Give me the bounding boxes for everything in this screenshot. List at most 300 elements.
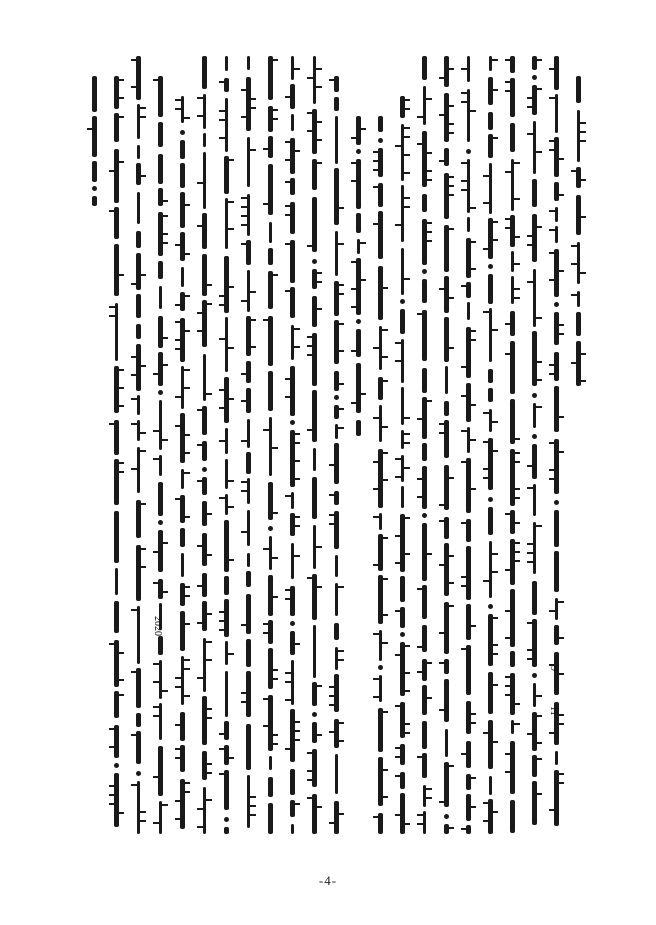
word-stroke — [269, 536, 272, 570]
letter-stroke — [439, 77, 448, 79]
letter-stroke — [131, 734, 140, 736]
letter-stroke — [225, 653, 234, 655]
word-stroke — [115, 303, 118, 361]
word-stroke — [422, 443, 427, 461]
letter-stroke — [285, 598, 294, 600]
word-stroke — [158, 352, 163, 386]
letter-stroke — [159, 200, 168, 202]
letter-stroke — [285, 396, 294, 398]
word-stroke — [510, 651, 515, 667]
letter-stroke — [291, 643, 300, 645]
word-stroke — [554, 625, 559, 645]
letter-stroke — [115, 679, 124, 681]
word-stroke — [466, 645, 471, 695]
letter-stroke — [417, 313, 426, 315]
letter-stroke — [131, 671, 140, 673]
letter-stroke — [489, 811, 498, 813]
letter-stroke — [357, 128, 366, 130]
word-stroke — [510, 800, 515, 833]
word-stroke — [202, 533, 207, 566]
letter-stroke — [109, 794, 118, 796]
letter-stroke — [549, 469, 558, 471]
word-stroke — [92, 76, 97, 112]
letter-stroke — [219, 748, 228, 750]
word-stroke — [554, 312, 559, 345]
letter-stroke — [291, 460, 300, 462]
letter-stroke — [527, 465, 536, 467]
word-stroke — [510, 341, 515, 394]
letter-stroke — [115, 694, 124, 696]
text-column-body — [572, 56, 586, 836]
letter-stroke — [461, 395, 470, 397]
word-stroke — [422, 310, 427, 361]
letter-stroke — [269, 557, 278, 559]
letter-stroke — [241, 692, 250, 694]
letter-stroke — [307, 429, 316, 431]
word-stroke — [247, 56, 250, 70]
word-stroke — [268, 271, 273, 309]
word-stroke — [114, 773, 119, 827]
word-stroke — [202, 696, 207, 745]
letter-stroke — [373, 347, 382, 349]
word-stroke — [114, 511, 119, 563]
letter-stroke — [423, 222, 432, 224]
word-stroke — [466, 458, 471, 513]
letter-stroke — [445, 132, 454, 134]
word-stroke — [224, 721, 229, 740]
letter-stroke — [203, 799, 212, 801]
word-stroke — [137, 104, 140, 139]
word-stroke — [334, 623, 339, 640]
word-stroke — [422, 368, 427, 393]
word-stroke — [246, 639, 251, 667]
letter-stroke — [527, 97, 536, 99]
letter-stroke — [467, 404, 476, 406]
word-stroke — [554, 386, 559, 432]
letter-stroke — [511, 162, 520, 164]
letter-stroke — [197, 808, 206, 810]
letter-stroke — [137, 432, 146, 434]
letter-stroke — [329, 523, 338, 525]
word-stroke — [444, 225, 449, 272]
punctuation-mark — [532, 393, 537, 398]
letter-stroke — [241, 701, 250, 703]
letter-stroke — [269, 274, 278, 276]
letter-stroke — [401, 127, 410, 129]
letter-stroke — [307, 336, 316, 338]
letter-stroke — [401, 417, 410, 419]
word-stroke — [114, 420, 119, 455]
text-column-11 — [308, 56, 322, 836]
text-column-body — [330, 56, 344, 836]
word-stroke — [422, 466, 427, 509]
letter-stroke — [467, 241, 476, 243]
letter-stroke — [219, 137, 228, 139]
letter-stroke — [549, 478, 558, 480]
letter-stroke — [291, 516, 300, 518]
letter-stroke — [549, 442, 558, 444]
letter-stroke — [153, 681, 162, 683]
word-stroke — [202, 213, 207, 249]
letter-stroke — [483, 412, 492, 414]
letter-stroke — [153, 706, 162, 708]
letter-stroke — [285, 96, 294, 98]
letter-stroke — [549, 140, 558, 142]
punctuation-mark — [378, 138, 383, 143]
letter-stroke — [197, 826, 206, 828]
letter-stroke — [181, 387, 190, 389]
letter-stroke — [401, 136, 410, 138]
letter-stroke — [197, 182, 206, 184]
punctuation-mark — [444, 814, 449, 819]
letter-stroke — [401, 732, 410, 734]
text-column-16 — [418, 56, 432, 836]
word-stroke — [532, 331, 537, 386]
word-stroke — [444, 420, 449, 458]
letter-stroke — [285, 214, 294, 216]
letter-stroke — [505, 218, 514, 220]
letter-stroke — [395, 224, 404, 226]
letter-stroke — [219, 440, 228, 442]
word-stroke — [313, 448, 316, 471]
word-stroke — [137, 781, 140, 834]
text-column-4 — [154, 56, 168, 836]
word-stroke — [335, 555, 338, 577]
letter-stroke — [175, 99, 184, 101]
letter-stroke — [329, 695, 338, 697]
word-stroke — [246, 452, 251, 474]
punctuation-mark — [400, 299, 405, 304]
letter-stroke — [285, 141, 294, 143]
letter-stroke — [467, 439, 476, 441]
word-stroke — [180, 528, 185, 547]
word-stroke — [356, 420, 361, 436]
word-stroke — [356, 116, 361, 145]
letter-stroke — [505, 227, 514, 229]
letter-stroke — [511, 522, 520, 524]
letter-stroke — [373, 633, 382, 635]
word-stroke — [290, 709, 295, 762]
word-stroke — [137, 192, 140, 224]
letter-stroke — [395, 535, 404, 537]
letter-stroke — [131, 609, 140, 611]
word-stroke — [180, 192, 185, 228]
letter-stroke — [181, 369, 190, 371]
letter-stroke — [379, 642, 388, 644]
punctuation-mark — [532, 75, 537, 80]
letter-stroke — [401, 823, 410, 825]
letter-stroke — [401, 108, 410, 110]
letter-stroke — [329, 822, 338, 824]
word-stroke — [444, 543, 449, 596]
word-stroke — [313, 56, 316, 104]
letter-stroke — [489, 741, 498, 743]
word-stroke — [467, 89, 470, 142]
word-stroke — [246, 316, 251, 356]
letter-stroke — [511, 723, 520, 725]
letter-stroke — [511, 703, 520, 705]
letter-stroke — [137, 116, 146, 118]
word-stroke — [533, 121, 536, 174]
letter-stroke — [153, 551, 162, 553]
letter-stroke — [197, 409, 206, 411]
letter-stroke — [511, 488, 520, 490]
letter-stroke — [291, 68, 300, 70]
letter-stroke — [379, 711, 388, 713]
punctuation-mark — [400, 632, 405, 637]
letter-stroke — [153, 715, 162, 717]
letter-stroke — [329, 79, 338, 81]
letter-stroke — [109, 315, 118, 317]
letter-stroke — [291, 721, 300, 723]
letter-stroke — [307, 797, 316, 799]
word-stroke — [136, 500, 141, 538]
letter-stroke — [335, 383, 344, 385]
word-stroke — [246, 671, 251, 717]
letter-stroke — [247, 98, 256, 100]
word-stroke — [180, 232, 185, 261]
letter-stroke — [269, 743, 278, 745]
word-stroke — [466, 383, 471, 422]
letter-stroke — [571, 170, 580, 172]
letter-stroke — [109, 170, 118, 172]
punctuation-mark — [554, 500, 559, 505]
letter-stroke — [379, 329, 388, 331]
letter-stroke — [219, 773, 228, 775]
letter-stroke — [285, 748, 294, 750]
letter-stroke — [483, 477, 492, 479]
word-stroke — [268, 136, 273, 158]
text-column-body — [88, 56, 102, 836]
word-stroke — [511, 159, 514, 211]
letter-stroke — [417, 823, 426, 825]
letter-stroke — [401, 645, 410, 647]
letter-stroke — [401, 690, 410, 692]
word-stroke — [312, 296, 317, 327]
letter-stroke — [307, 770, 316, 772]
letter-stroke — [291, 555, 300, 557]
letter-stroke — [571, 245, 580, 247]
letter-stroke — [445, 105, 454, 107]
word-stroke — [312, 574, 317, 620]
letter-stroke — [577, 216, 586, 218]
letter-stroke — [395, 342, 404, 344]
letter-stroke — [131, 86, 140, 88]
letter-stroke — [329, 731, 338, 733]
word-stroke — [423, 86, 426, 125]
letter-stroke — [291, 730, 300, 732]
letter-stroke — [461, 576, 470, 578]
letter-stroke — [439, 709, 448, 711]
letter-stroke — [467, 713, 476, 715]
letter-stroke — [505, 637, 514, 639]
letter-stroke — [291, 442, 300, 444]
word-stroke — [422, 219, 427, 265]
letter-stroke — [549, 364, 558, 366]
letter-stroke — [307, 752, 316, 754]
letter-stroke — [351, 162, 360, 164]
text-column-13 — [352, 56, 366, 836]
word-stroke — [532, 444, 537, 479]
word-stroke — [334, 674, 339, 712]
word-stroke — [554, 182, 559, 201]
letter-stroke — [181, 117, 190, 119]
inline-number: 2020 — [152, 616, 163, 636]
word-stroke — [136, 713, 141, 727]
letter-stroke — [527, 487, 536, 489]
letter-stroke — [137, 566, 146, 568]
letter-stroke — [489, 684, 498, 686]
letter-stroke — [197, 585, 206, 587]
letter-stroke — [159, 337, 168, 339]
letter-stroke — [533, 361, 542, 363]
letter-stroke — [549, 252, 558, 254]
word-stroke — [489, 163, 492, 214]
word-stroke — [379, 405, 382, 442]
letter-stroke — [203, 613, 212, 615]
letter-stroke — [269, 512, 278, 514]
letter-stroke — [241, 116, 250, 118]
letter-stroke — [527, 552, 536, 554]
letter-stroke — [269, 447, 278, 449]
letter-stroke — [313, 308, 322, 310]
punctuation-mark — [158, 390, 163, 395]
word-stroke — [114, 149, 119, 203]
letter-stroke — [395, 458, 404, 460]
letter-stroke — [131, 283, 140, 285]
word-stroke — [312, 749, 317, 787]
letter-stroke — [527, 649, 536, 651]
letter-stroke — [577, 380, 586, 382]
word-stroke — [401, 185, 404, 242]
text-column-21 — [528, 56, 542, 836]
letter-stroke — [335, 207, 344, 209]
letter-stroke — [307, 354, 316, 356]
letter-stroke — [197, 545, 206, 547]
word-stroke — [181, 553, 184, 577]
word-stroke — [202, 254, 207, 296]
letter-stroke — [329, 494, 338, 496]
letter-stroke — [181, 434, 190, 436]
letter-stroke — [511, 551, 520, 553]
letter-stroke — [285, 205, 294, 207]
letter-stroke — [241, 300, 250, 302]
letter-stroke — [307, 345, 316, 347]
word-stroke — [225, 56, 228, 71]
letter-stroke — [285, 378, 294, 380]
word-stroke — [224, 599, 229, 637]
letter-stroke — [483, 248, 492, 250]
letter-stroke — [511, 452, 520, 454]
word-stroke — [488, 799, 493, 834]
letter-stroke — [401, 723, 410, 725]
letter-stroke — [401, 278, 410, 280]
letter-stroke — [197, 330, 206, 332]
letter-stroke — [533, 317, 542, 319]
word-stroke — [488, 614, 493, 666]
letter-stroke — [131, 59, 140, 61]
letter-stroke — [533, 715, 542, 717]
letter-stroke — [395, 654, 404, 656]
word-stroke — [466, 701, 471, 734]
letter-stroke — [401, 442, 410, 444]
letter-stroke — [395, 145, 404, 147]
letter-stroke — [549, 373, 558, 375]
word-stroke — [268, 777, 273, 797]
letter-stroke — [203, 763, 212, 765]
word-stroke — [489, 776, 492, 795]
text-column-body — [286, 56, 300, 836]
word-stroke — [489, 308, 492, 362]
text-column-body — [264, 56, 278, 836]
letter-stroke — [445, 477, 454, 479]
punctuation-mark — [488, 604, 493, 609]
letter-stroke — [225, 506, 234, 508]
letter-stroke — [153, 776, 162, 778]
letter-stroke — [555, 673, 564, 675]
word-stroke — [488, 507, 493, 535]
word-stroke — [159, 400, 162, 450]
letter-stroke — [549, 229, 558, 231]
letter-stroke — [241, 531, 250, 533]
letter-stroke — [489, 329, 498, 331]
letter-stroke — [115, 471, 124, 473]
word-stroke — [92, 161, 97, 182]
word-stroke — [532, 781, 537, 825]
word-stroke — [335, 754, 338, 794]
punctuation-mark — [158, 520, 163, 525]
letter-stroke — [483, 311, 492, 313]
letter-stroke — [313, 139, 322, 141]
letter-stroke — [439, 662, 448, 664]
letter-stroke — [461, 180, 470, 182]
letter-stroke — [505, 513, 514, 515]
word-stroke — [401, 387, 404, 425]
letter-stroke — [203, 641, 212, 643]
letter-stroke — [577, 140, 586, 142]
word-stroke — [247, 775, 250, 828]
letter-stroke — [203, 284, 212, 286]
text-column-body — [462, 56, 476, 836]
letter-stroke — [505, 171, 514, 173]
letter-stroke — [505, 353, 514, 355]
letter-stroke — [225, 559, 234, 561]
letter-stroke — [445, 555, 454, 557]
letter-stroke — [269, 596, 278, 598]
word-stroke — [224, 156, 229, 194]
letter-stroke — [417, 143, 426, 145]
word-stroke — [114, 244, 119, 296]
letter-stroke — [445, 68, 454, 70]
letter-stroke — [181, 516, 190, 518]
letter-stroke — [175, 818, 184, 820]
letter-stroke — [467, 268, 476, 270]
word-stroke — [225, 459, 228, 489]
word-stroke — [291, 325, 294, 360]
letter-stroke — [555, 158, 564, 160]
word-stroke — [246, 571, 251, 587]
letter-stroke — [577, 272, 586, 274]
letter-stroke — [241, 481, 250, 483]
letter-stroke — [461, 522, 470, 524]
letter-stroke — [109, 643, 118, 645]
letter-stroke — [439, 114, 448, 116]
text-column-body — [154, 56, 168, 836]
word-stroke — [268, 56, 273, 100]
letter-stroke — [423, 179, 432, 181]
word-stroke — [554, 551, 559, 592]
letter-stroke — [313, 272, 322, 274]
